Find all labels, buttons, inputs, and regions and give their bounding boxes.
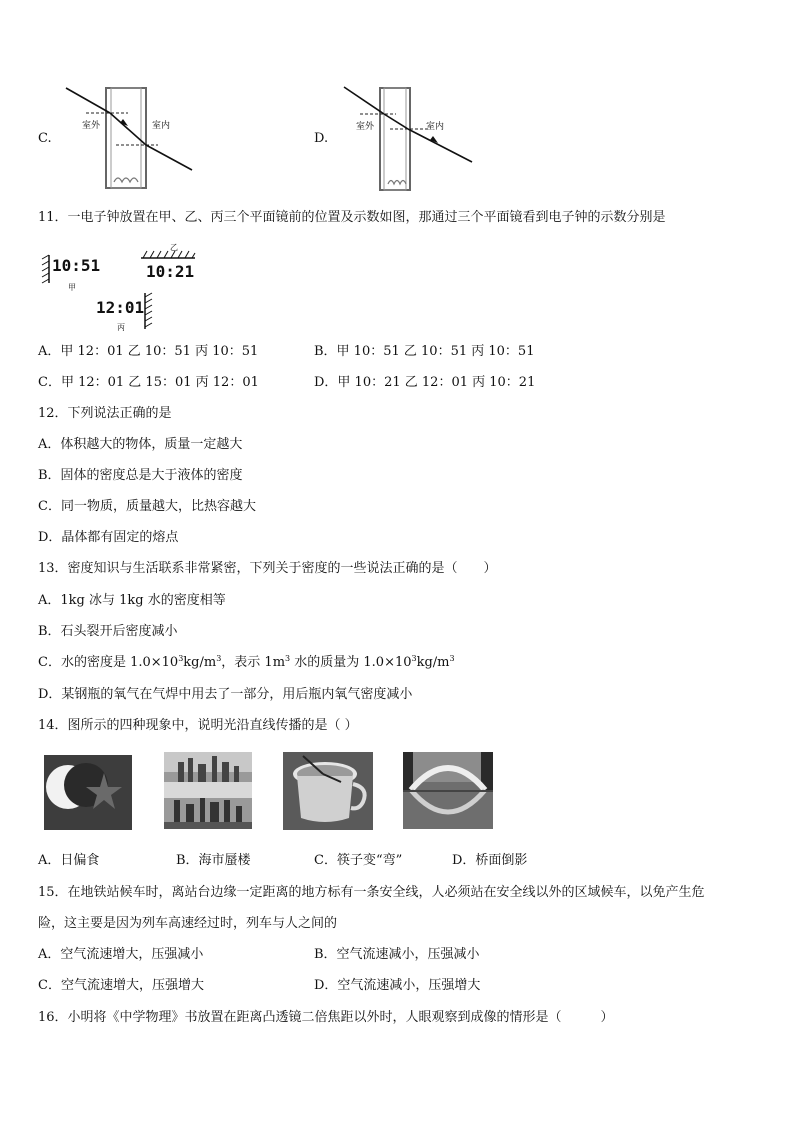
q14-photo-eclipse bbox=[44, 755, 132, 830]
q12-stem: 12．下列说法正确的是 bbox=[38, 406, 172, 421]
q13-c-exp5: 3 bbox=[449, 654, 455, 663]
svg-text:室外: 室外 bbox=[82, 121, 101, 131]
q11-option-a: A．甲 12：01 乙 10：51 丙 10：51 bbox=[38, 344, 259, 359]
q11-mirror-jia bbox=[38, 254, 52, 284]
q11-clock-jia: 10:51 bbox=[52, 256, 101, 275]
q11-option-b: B．甲 10：51 乙 10：51 丙 10：51 bbox=[314, 344, 535, 359]
q14-stem: 14．图所示的四种现象中，说明光沿直线传播的是（ ） bbox=[38, 718, 358, 733]
q11-stem: 11．一电子钟放置在甲、乙、丙三个平面镜前的位置及示数如图，那通过三个平面镜看到电子钟的示数分别是 bbox=[38, 210, 666, 225]
q11-clock-yi: 10:21 bbox=[146, 262, 195, 281]
q13-c-part5: kg/m bbox=[416, 655, 450, 670]
q15-option-a: A．空气流速增大，压强减小 bbox=[38, 947, 204, 962]
q12-option-d: D．晶体都有固定的熔点 bbox=[38, 530, 179, 545]
q11-label-jia: 甲 bbox=[68, 283, 76, 292]
q16-stem: 16．小明将《中学物理》书放置在距离凸透镜二倍焦距以外时，人眼观察到成像的情形是（ ） bbox=[38, 1010, 614, 1025]
q15-option-d: D．空气流速减小，压强增大 bbox=[314, 978, 481, 993]
q13-c-part3: ，表示 1m bbox=[221, 655, 286, 670]
q11-mirror-bing bbox=[142, 292, 156, 330]
q13-c-exp4: 3 bbox=[411, 654, 417, 663]
q11-mirror-yi bbox=[140, 249, 196, 261]
q13-c-part4: 水的质量为 1.0×10 bbox=[290, 655, 412, 670]
q10-option-d-letter: D. bbox=[314, 131, 329, 146]
q10-option-c-letter: C. bbox=[38, 131, 52, 146]
q13-c-part1: C．水的密度是 1.0×10 bbox=[38, 655, 179, 670]
q14-option-d: D．桥面倒影 bbox=[452, 853, 528, 868]
q15-stem-line2: 险，这主要是因为列车高速经过时，列车与人之间的 bbox=[38, 916, 338, 931]
q14-option-a: A．日偏食 bbox=[38, 853, 100, 868]
q13-option-b: B．石头裂开后密度减小 bbox=[38, 624, 178, 639]
q15-option-c: C．空气流速增大，压强增大 bbox=[38, 978, 204, 993]
q11-label-yi: 乙 bbox=[170, 243, 178, 252]
q14-photo-bridge bbox=[403, 752, 493, 829]
q14-photo-mirage bbox=[164, 752, 252, 829]
q11-option-c: C．甲 12：01 乙 15：01 丙 12：01 bbox=[38, 375, 259, 390]
q10-figure-c bbox=[62, 82, 202, 194]
q13-option-d: D．某钢瓶的氧气在气焊中用去了一部分，用后瓶内氧气密度减小 bbox=[38, 687, 413, 702]
svg-text:室内: 室内 bbox=[152, 121, 171, 131]
q15-stem-line1: 15．在地铁站候车时，离站台边缘一定距离的地方标有一条安全线，人必须站在安全线以外的区域候车，以免产生危 bbox=[38, 885, 705, 900]
q12-option-a: A．体积越大的物体，质量一定越大 bbox=[38, 437, 243, 452]
svg-text:室外: 室外 bbox=[356, 122, 375, 132]
q15-option-b: B．空气流速减小，压强减小 bbox=[314, 947, 480, 962]
q12-option-b: B．固体的密度总是大于液体的密度 bbox=[38, 468, 243, 483]
q11-clock-bing: 12:01 bbox=[96, 298, 145, 317]
q13-option-a: A．1kg 冰与 1kg 水的密度相等 bbox=[38, 593, 226, 608]
q14-photo-chopsticks bbox=[283, 752, 373, 830]
q13-stem: 13．密度知识与生活联系非常紧密，下列关于密度的一些说法正确的是（ ） bbox=[38, 561, 497, 576]
q10-figure-d bbox=[340, 82, 480, 194]
svg-text:室内: 室内 bbox=[426, 122, 445, 132]
q12-option-c: C．同一物质，质量越大，比热容越大 bbox=[38, 499, 256, 514]
q14-option-c: C．筷子变“弯” bbox=[314, 853, 403, 868]
q13-c-exp1: 3 bbox=[178, 654, 184, 663]
q13-option-c bbox=[38, 655, 455, 671]
q11-option-d: D．甲 10：21 乙 12：01 丙 10：21 bbox=[314, 375, 536, 390]
q13-c-exp3: 3 bbox=[285, 654, 291, 663]
q14-option-b: B．海市蜃楼 bbox=[176, 853, 251, 868]
q11-label-bing: 丙 bbox=[117, 323, 125, 332]
q13-c-part2: kg/m bbox=[183, 655, 217, 670]
q13-c-exp2: 3 bbox=[216, 654, 222, 663]
